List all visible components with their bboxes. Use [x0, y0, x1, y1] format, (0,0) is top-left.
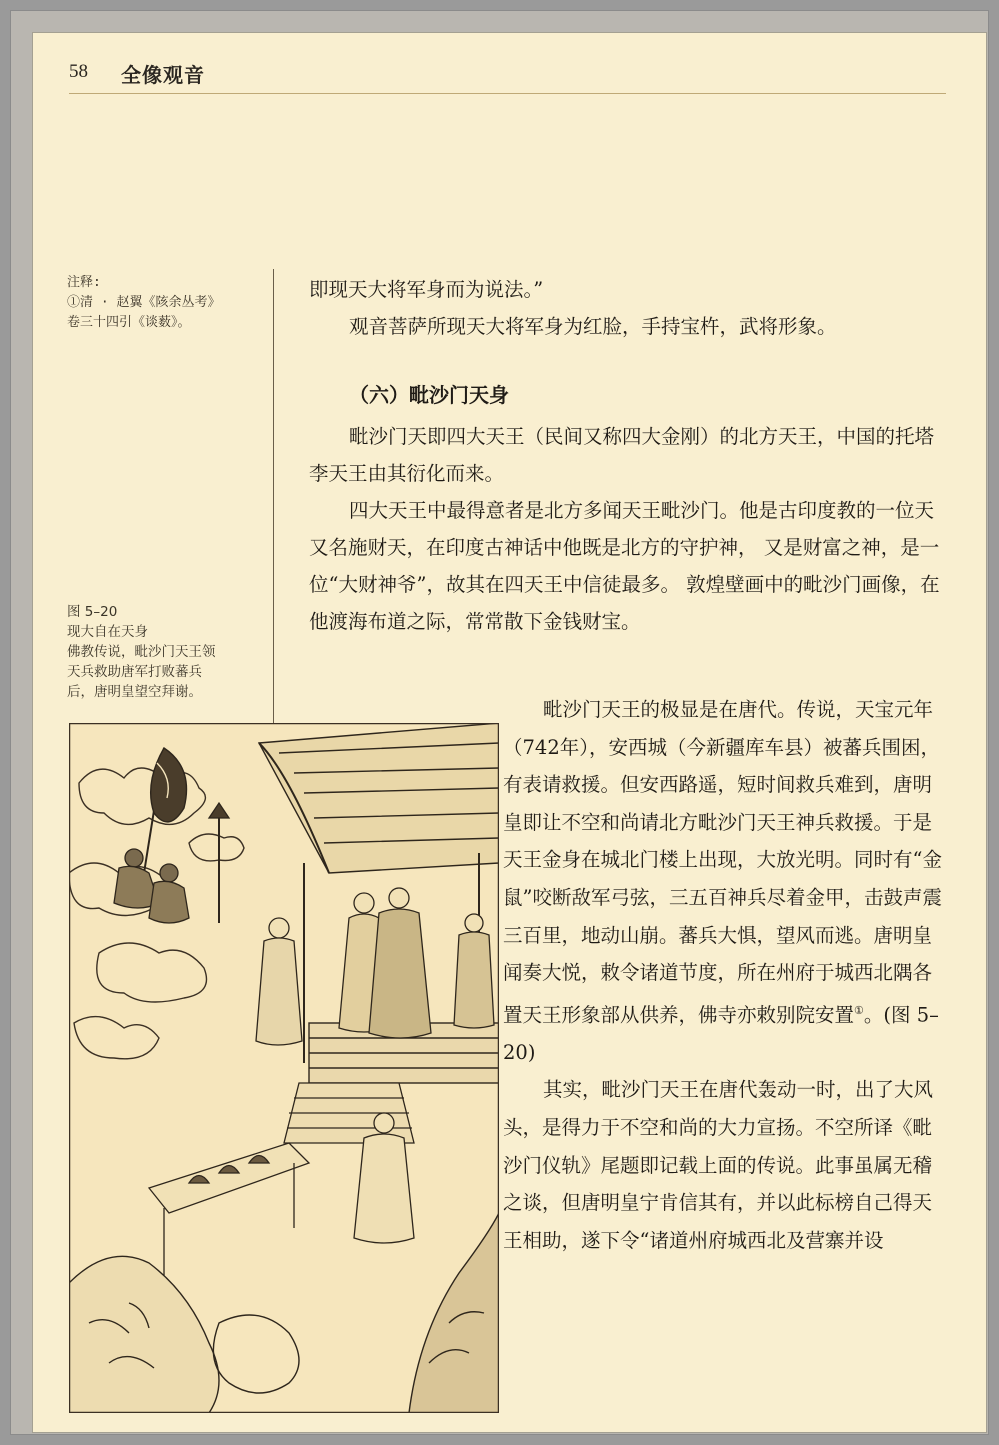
paragraph-2: 观音菩萨所现天大将军身为红脸，手持宝杵，武将形象。: [349, 315, 837, 338]
banner: [144, 748, 187, 873]
caption-figure-number: 图 5–20: [67, 604, 118, 620]
rocks-and-trees: [69, 1213, 499, 1413]
paragraph-5-figure-ref: 。(图 5–20): [503, 1003, 939, 1064]
caption-line-3: 后，唐明皇望空拜谢。: [67, 684, 202, 700]
header-rule: [69, 93, 946, 94]
column-divider: [273, 269, 274, 745]
figure-caption: [67, 602, 272, 702]
paragraph-4: 四大天王中最得意者是北方多闻天王毗沙门。他是古印度教的一位天又名施财天，在印度古神话中他既是北方的守护神， 又是财富之神，是一位“大财神爷”，故其在四天王中信徒最多。 敦煌壁画中的毗沙门画像，在他渡海布道之际，常常散下金钱财宝。: [309, 499, 940, 633]
illustration-drawing: [69, 723, 499, 1413]
book-page: [32, 32, 987, 1433]
footnote-block: [67, 273, 272, 333]
page-number: 58: [69, 61, 88, 82]
paragraph-1: 即现天大将军身而为说法。”: [309, 278, 544, 301]
paragraph-5-text: 毗沙门天王的极显是在唐代。传说，天宝元年（742年），安西城（今新疆库车县）被蕃兵围困，有表请救援。但安西路遥，短时间救兵难到，唐明皇即让不空和尚请北方毗沙门天王神兵救援。于是天王金身在城北门楼上出现，大放光明。同时有“金鼠”咬断敌军弓弦，三五百神兵尽着金甲，击鼓声震三百里，地动山崩。蕃兵大惧，望风而逃。唐明皇闻奏大悦，敕令诸道节度，所在州府于城西北隅各置天王形象部从供养，佛寺亦敕别院安置: [503, 698, 942, 1027]
paragraph-6: 其实，毗沙门天王在唐代轰动一时，出了大风头，是得力于不空和尚的大力宣扬。不空所译《毗沙门仪轨》尾题即记载上面的传说。此事虽属无稽之谈，但唐明皇宁肯信其有，并以此标榜自己得天王相助，遂下令“诸道州府城西北及营寨并设: [503, 1078, 934, 1252]
footnote-line-1: ①清 · 赵翼《陔余丛考》: [67, 295, 221, 310]
page-frame: [10, 10, 989, 1435]
court-figures: [256, 888, 494, 1045]
caption-line-1: 佛教传说，毗沙门天王领: [67, 644, 216, 660]
section-heading: （六）毗沙门天身: [349, 383, 509, 407]
footnote-line-2: 卷三十四引《谈薮》。: [67, 315, 191, 330]
woodblock-illustration: [69, 723, 499, 1413]
running-header: [69, 61, 946, 97]
caption-title: 现大自在天身: [67, 624, 148, 640]
book-title: 全像观音: [121, 63, 205, 87]
main-text: [309, 271, 949, 640]
paragraph-3: 毗沙门天即四大天王（民间又称四大金刚）的北方天王，中国的托塔李天王由其衍化而来。: [309, 425, 935, 485]
paragraph-5: [503, 691, 949, 1071]
footnote-reference: ①: [854, 1003, 864, 1017]
right-column-text: [503, 691, 949, 1259]
footnote-label: 注释:: [67, 275, 101, 290]
caption-line-2: 天兵救助唐军打败蕃兵: [67, 664, 202, 680]
